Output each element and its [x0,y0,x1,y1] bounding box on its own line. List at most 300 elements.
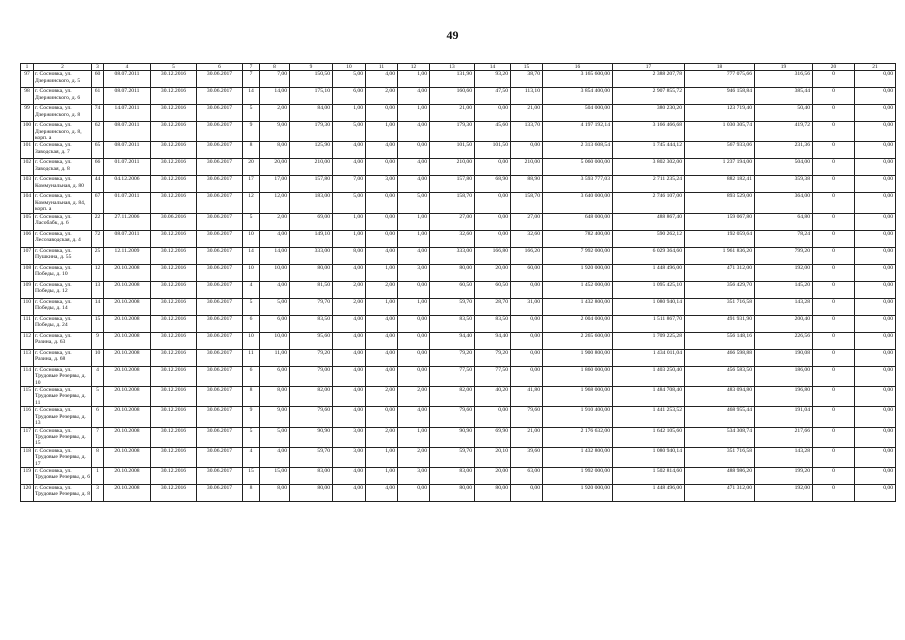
column-header: 9 [290,64,333,71]
table-row [21,468,896,485]
table-cell: 2 746 107,00 [613,193,685,213]
table-cell: 7,00 [260,71,290,88]
table-cell: 123 719,40 [685,105,755,122]
table-cell: 160,60 [430,88,475,105]
table-cell: 231,36 [755,142,813,159]
table-cell: 4,00 [398,407,430,427]
table-cell: 69,90 [475,427,511,447]
table-cell: 14,00 [260,88,290,105]
table-cell: 316,56 [755,71,813,88]
table-cell: 2 176 632,00 [543,427,613,447]
table-cell: 217,66 [755,427,813,447]
address-cell: г. Сосновка, ул. Пушкина, д. 55 [34,247,92,264]
table-cell: 5,00 [260,427,290,447]
table-cell: 7 [243,71,260,88]
table-cell: 179,30 [430,122,475,142]
table-cell: 94,40 [475,332,511,349]
table-cell: 199,20 [755,468,813,485]
column-header: 18 [685,64,755,71]
table-cell: 893 529,00 [685,193,755,213]
address-cell: г. Сосновка, ул. Трудовые Резервы, д. 10 [34,366,92,386]
column-header: 6 [197,64,243,71]
table-cell: 45,60 [475,122,511,142]
table-cell: 0,00 [855,230,896,247]
table-cell: 115 [21,387,34,407]
table-cell: 30.06.2017 [197,447,243,467]
table-row [21,88,896,105]
table-cell: 1,00 [366,447,398,467]
table-cell: 4,00 [398,247,430,264]
table-cell: 882 182,41 [685,176,755,193]
table-cell: 4,00 [333,349,366,366]
table-cell: 1 920 000,00 [543,264,613,281]
table-cell: 15,00 [260,468,290,485]
table-cell: 1 432 800,00 [543,447,613,467]
table-cell: 1,00 [333,105,366,122]
table-cell: 64,80 [755,213,813,230]
table-cell: 3,00 [333,447,366,467]
table-cell: 0 [813,387,855,407]
table-cell: 8 [243,142,260,159]
table-cell: 6 [243,366,260,386]
table-cell: 0,00 [475,159,511,176]
table-cell: 12.11.2009 [104,247,151,264]
table-cell: 27,00 [430,213,475,230]
table-cell: 1,00 [398,230,430,247]
table-cell: 5 [243,298,260,315]
table-cell: 79,20 [290,349,333,366]
table-cell: 30.06.2017 [197,349,243,366]
table-cell: 15 [243,468,260,485]
table-cell: 5 [243,105,260,122]
table-cell: 30.12.2016 [151,159,197,176]
table-cell: 14 [243,247,260,264]
table-row [21,298,896,315]
table-cell: 0 [813,485,855,502]
table-row [21,247,896,264]
table-cell: 0 [813,193,855,213]
table-cell: 3,00 [366,176,398,193]
table-row [21,387,896,407]
table-cell: 30.12.2016 [151,71,197,88]
column-header: 5 [151,64,197,71]
table-cell: 20.10.2008 [104,264,151,281]
table-cell: 08.07.2011 [104,122,151,142]
table-cell: 4,00 [366,142,398,159]
table-cell: 59,70 [290,447,333,467]
table-cell: 65 [92,142,104,159]
table-cell: 10,00 [260,264,290,281]
table-cell: 3 854 400,00 [543,88,613,105]
table-cell: 0,00 [366,213,398,230]
table-cell: 333,00 [290,247,333,264]
table-cell: 41,80 [511,387,543,407]
table-cell: 30.12.2016 [151,298,197,315]
table-row [21,366,896,386]
column-header: 14 [475,64,511,71]
table-cell: 32,60 [511,230,543,247]
table-cell: 0,00 [398,349,430,366]
table-cell: 32,60 [430,230,475,247]
table-cell: 3 165 600,00 [543,71,613,88]
table-row [21,176,896,193]
column-header: 2 [34,64,92,71]
table-cell: 0,00 [855,122,896,142]
table-cell: 0,00 [855,71,896,88]
table-cell: 01.07.2011 [104,159,151,176]
table-cell: 63,00 [511,468,543,485]
table-cell: 491 931,90 [685,315,755,332]
table-cell: 456 583,50 [685,366,755,386]
table-cell: 226,56 [755,332,813,349]
table-cell: 17,00 [260,176,290,193]
table-cell: 131,90 [430,71,475,88]
table-cell: 30.12.2016 [151,142,197,159]
table-cell: 77,50 [475,366,511,386]
table-cell: 1,00 [366,264,398,281]
table-row [21,230,896,247]
table-cell: 82,00 [290,387,333,407]
table-cell: 2 388 207,78 [613,71,685,88]
table-cell: 4,00 [366,315,398,332]
table-cell: 0,00 [398,366,430,386]
table-cell: 192 059,64 [685,230,755,247]
table-cell: 0 [813,213,855,230]
table-cell: 0,00 [475,230,511,247]
table-cell: 4,00 [260,447,290,467]
table-cell: 9 [92,332,104,349]
table-cell: 11,00 [260,349,290,366]
table-cell: 116 [21,407,34,427]
table-cell: 946 158,84 [685,88,755,105]
table-cell: 30.06.2017 [197,298,243,315]
table-cell: 0 [813,176,855,193]
table-cell: 79,60 [430,407,475,427]
table-cell: 0,00 [855,427,896,447]
table-cell: 68,90 [475,176,511,193]
table-cell: 5,00 [333,193,366,213]
table-cell: 4,00 [260,230,290,247]
table-cell: 3,00 [333,427,366,447]
table-cell: 0 [813,122,855,142]
table-cell: 83,50 [475,315,511,332]
table-cell: 30.06.2017 [197,230,243,247]
table-cell: 4,00 [333,407,366,427]
address-cell: г. Сосновка, ул. Победы, д. 14 [34,298,92,315]
table-cell: 5 060 000,00 [543,159,613,176]
table-cell: 14,00 [260,247,290,264]
table-cell: 4,00 [366,485,398,502]
table-cell: 12,00 [260,193,290,213]
table-cell: 4,00 [333,332,366,349]
table-cell: 2,00 [333,281,366,298]
table-cell: 118 [21,447,34,467]
table-cell: 4,00 [398,88,430,105]
table-cell: 179,30 [290,122,333,142]
table-cell: 20.10.2008 [104,281,151,298]
table-cell: 6,00 [260,366,290,386]
table-cell: 20.10.2008 [104,468,151,485]
table-cell: 30.06.2017 [197,88,243,105]
table-cell: 25 [92,247,104,264]
table-cell: 1 992 000,00 [543,468,613,485]
table-row [21,332,896,349]
table-cell: 0 [813,315,855,332]
column-header: 13 [430,64,475,71]
column-header: 4 [104,64,151,71]
table-cell: 14 [92,298,104,315]
table-cell: 0,00 [511,366,543,386]
table-cell: 98 [21,88,34,105]
table-cell: 106 [21,230,34,247]
table-cell: 5 [92,387,104,407]
table-cell: 83,50 [430,315,475,332]
table-cell: 99 [21,105,34,122]
table-cell: 2 711 235,24 [613,176,685,193]
address-cell: г. Сосновка, ул. Дзержинского, д. 5 [34,71,92,88]
table-cell: 0,00 [398,281,430,298]
table-cell: 30.06.2017 [197,315,243,332]
column-header: 16 [543,64,613,71]
table-cell: 6 029 364,60 [613,247,685,264]
table-cell: 7 [92,427,104,447]
address-cell: г. Сосновка, ул. Трудовые Резервы, д. 6 [34,468,92,485]
table-cell: 30.12.2016 [151,88,197,105]
table-cell: 30.06.2017 [197,193,243,213]
table-cell: 101,50 [475,142,511,159]
table-cell: 15 [92,315,104,332]
table-cell: 30.06.2017 [197,71,243,88]
address-cell: г. Сосновка, ул. Победы, д. 12 [34,281,92,298]
table-cell: 30.12.2016 [151,468,197,485]
table-cell: 1,00 [398,213,430,230]
table-cell: 4,00 [333,366,366,386]
table-cell: 0 [813,447,855,467]
table-cell: 10 [243,332,260,349]
table-cell: 4,00 [366,71,398,88]
table-cell: 5 [243,213,260,230]
page-number: 49 [446,28,459,42]
table-cell: 80,00 [430,264,475,281]
table-cell: 0 [813,105,855,122]
table-cell: 4,00 [398,159,430,176]
table-cell: 333,00 [430,247,475,264]
table-cell: 567 933,06 [685,142,755,159]
table-cell: 143,28 [755,447,813,467]
table-cell: 150,50 [290,71,333,88]
table-cell: 77,50 [430,366,475,386]
column-header: 3 [92,64,104,71]
table-cell: 175,10 [290,88,333,105]
table-cell: 84,00 [290,105,333,122]
table-cell: 2,00 [398,447,430,467]
table-cell: 2 004 000,00 [543,315,613,332]
table-cell: 1 448 496,00 [613,264,685,281]
table-cell: 20.10.2008 [104,387,151,407]
table-cell: 1 860 000,00 [543,366,613,386]
table-cell: 20.10.2008 [104,315,151,332]
table-cell: 0,00 [366,193,398,213]
table-cell: 159 067,80 [685,213,755,230]
table-cell: 6 [92,407,104,427]
table-cell: 1 448 496,00 [613,485,685,502]
table-cell: 0,00 [366,105,398,122]
table-cell: 30.06.2017 [197,407,243,427]
table-cell: 13 [92,281,104,298]
table-cell: 1 642 105,60 [613,427,685,447]
table-cell: 0,00 [398,332,430,349]
column-header: 17 [613,64,685,71]
table-cell: 28,70 [475,298,511,315]
table-cell: 4,00 [333,315,366,332]
table-row [21,105,896,122]
table-cell: 5 [243,427,260,447]
table-cell: 196,80 [755,387,813,407]
table-cell: 1 403 250,40 [613,366,685,386]
table-cell: 0 [813,142,855,159]
table-cell: 0,00 [855,485,896,502]
table-cell: 30.06.2017 [197,427,243,447]
table-cell: 20.10.2008 [104,366,151,386]
table-cell: 113 [21,349,34,366]
table-cell: 5,00 [260,298,290,315]
table-cell: 4,00 [333,142,366,159]
table-cell: 61 [92,88,104,105]
table-cell: 88,90 [511,176,543,193]
header-row [21,64,896,71]
table-cell: 1,00 [398,298,430,315]
table-cell: 20.10.2008 [104,407,151,427]
table-cell: 471 312,00 [685,485,755,502]
table-cell: 0,00 [855,468,896,485]
table-cell: 101 [21,142,34,159]
table-cell: 1 030 305,74 [685,122,755,142]
table-cell: 80,00 [290,264,333,281]
table-cell: 79,70 [290,298,333,315]
table-cell: 0,00 [366,159,398,176]
table-cell: 0,00 [475,407,511,427]
table-cell: 158,70 [430,193,475,213]
table-cell: 2,00 [366,281,398,298]
address-cell: г. Сосновка, ул. Коммунальная, д. 84, корп. а [34,193,92,213]
table-cell: 125,90 [290,142,333,159]
table-cell: 351 716,58 [685,447,755,467]
table-row [21,407,896,427]
table-cell: 0,00 [855,387,896,407]
table-cell: 30.12.2016 [151,105,197,122]
table-cell: 30.06.2017 [197,213,243,230]
table-cell: 0 [813,298,855,315]
table-cell: 113,10 [511,88,543,105]
table-cell: 83,00 [430,468,475,485]
table-cell: 380 230,20 [613,105,685,122]
table-cell: 105 [21,213,34,230]
table-cell: 2,00 [260,213,290,230]
table-cell: 20,10 [475,447,511,467]
table-cell: 0 [813,407,855,427]
table-cell: 0,00 [855,142,896,159]
table-row [21,281,896,298]
table-cell: 2,00 [260,105,290,122]
table-cell: 30.06.2017 [197,387,243,407]
address-cell: г. Сосновка, ул. Ласобабк, д. 6 [34,213,92,230]
table-cell: 40,20 [475,387,511,407]
table-cell: 4,00 [366,366,398,386]
table-cell: 9 [243,407,260,427]
table-cell: 27,00 [511,213,543,230]
table-cell: 30.12.2016 [151,230,197,247]
table-cell: 9,00 [260,122,290,142]
table-cell: 20,00 [475,468,511,485]
table-cell: 157,80 [290,176,333,193]
table-cell: 20.10.2008 [104,485,151,502]
table-cell: 1 080 940,14 [613,447,685,467]
column-header: 12 [398,64,430,71]
table-cell: 04.12.2006 [104,176,151,193]
table-cell: 30.06.2017 [197,122,243,142]
table-cell: 119 [21,468,34,485]
table-cell: 1 920 000,00 [543,485,613,502]
table-cell: 0,00 [855,176,896,193]
table-cell: 79,60 [511,407,543,427]
table-cell: 419,72 [755,122,813,142]
table-cell: 10 [243,230,260,247]
address-cell: г. Сосновка, ул. Трудовые Резервы, д. 15 [34,427,92,447]
table-cell: 59,70 [430,298,475,315]
column-header: 19 [755,64,813,71]
table-cell: 4,00 [398,176,430,193]
table-row [21,315,896,332]
table-cell: 30.06.2017 [197,281,243,298]
table-cell: 0 [813,332,855,349]
table-cell: 1,00 [333,230,366,247]
table-cell: 1,00 [333,213,366,230]
table-cell: 8,00 [260,142,290,159]
table-cell: 22 [92,213,104,230]
table-row [21,142,896,159]
table-cell: 351 716,58 [685,298,755,315]
table-cell: 0 [813,247,855,264]
table-cell: 2,00 [366,387,398,407]
table-cell: 0,00 [855,315,896,332]
table-cell: 777 075,66 [685,71,755,88]
table-cell: 20.10.2008 [104,349,151,366]
table-cell: 08.07.2011 [104,142,151,159]
table-cell: 186,00 [755,366,813,386]
table-cell: 79,20 [430,349,475,366]
table-cell: 166,20 [511,247,543,264]
table-cell: 0,00 [475,105,511,122]
table-cell: 4,00 [398,122,430,142]
table-cell: 0 [813,230,855,247]
table-cell: 30.06.2017 [197,159,243,176]
table-cell: 0,00 [475,193,511,213]
table-cell: 20.10.2008 [104,298,151,315]
table-cell: 782 400,00 [543,230,613,247]
address-cell: г. Сосновка, ул. Коммунальная, д. 80 [34,176,92,193]
table-cell: 79,20 [475,349,511,366]
table-cell: 30.06.2017 [197,264,243,281]
table-cell: 210,00 [430,159,475,176]
column-header: 8 [260,64,290,71]
table-cell: 6,00 [260,315,290,332]
table-cell: 0,00 [855,105,896,122]
table-cell: 468 955,44 [685,407,755,427]
column-header: 15 [511,64,543,71]
table-cell: 0,00 [855,264,896,281]
table-cell: 67 [92,193,104,213]
table-cell: 1 452 000,00 [543,281,613,298]
